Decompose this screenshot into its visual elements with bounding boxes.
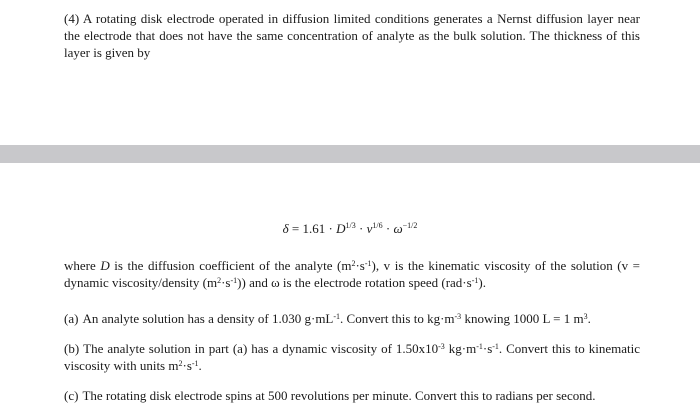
nernst-layer-equation (0, 221, 700, 237)
part-c-label: (c) (64, 388, 79, 403)
text-run: . Convert this to kinematic viscosity with units m (64, 341, 640, 373)
text-run: . (587, 311, 591, 326)
text-run: ), v is the kinematic viscosity of the solution (v = dynamic viscosity/density (m (64, 258, 640, 290)
superscript: 2 (351, 259, 356, 268)
superscript: -3 (438, 342, 445, 351)
part-b (64, 340, 640, 374)
equation-omega: ω (393, 221, 403, 236)
text-run: The analyte solution in part (a) has a dynamic viscosity of 1.50x10 (83, 341, 439, 356)
text-run: where (64, 258, 101, 273)
equation-dot: · (325, 221, 337, 236)
equation-D-exponent: 1/3 (345, 221, 356, 230)
equation-coefficient: 1.61 (302, 221, 326, 236)
superscript: -1 (492, 342, 499, 351)
text-run: )) and ω is the electrode rotation speed (rad·s (237, 275, 472, 290)
equation-dot: · (355, 221, 367, 236)
superscript: 2 (178, 359, 183, 368)
superscript: -1 (476, 342, 483, 351)
part-c (64, 387, 640, 404)
text-run: is the diffusion coefficient of the analyte (m (109, 258, 352, 273)
question-number: (4) (64, 11, 80, 26)
text-run: ·s (182, 358, 192, 373)
text-run: kg·m (444, 341, 477, 356)
equation-omega-exponent: −1/2 (402, 221, 418, 230)
text-run: ·s (482, 341, 493, 356)
equation-nu: ν (366, 221, 373, 236)
superscript: -1 (471, 276, 479, 285)
question-intro (64, 10, 640, 61)
equation-nu-exponent: 1/6 (372, 221, 383, 230)
superscript: 3 (583, 312, 588, 321)
part-c-text: The rotating disk electrode spins at 500 revolutions per minute. Convert this to radians per second. (82, 388, 596, 403)
text-run: . (198, 358, 202, 373)
superscript: -1 (230, 276, 238, 285)
part-a-label: (a) (64, 311, 79, 326)
superscript: 2 (217, 276, 222, 285)
equation-equals: = (288, 221, 303, 236)
text-run: ). (478, 275, 486, 290)
text-run: ·s (355, 258, 365, 273)
text-run: . Convert this to kg·m (340, 311, 455, 326)
part-a (64, 310, 640, 327)
part-b-label: (b) (64, 341, 80, 356)
superscript: -1 (333, 312, 341, 321)
question-intro-text: A rotating disk electrode operated in diffusion limited conditions generates a Nernst diffusion layer near the electrode that does not have the same concentration of analyte as the bulk solution. The thickness of this layer is given by (64, 11, 640, 60)
equation-dot: · (382, 221, 394, 236)
text-run: ·s (221, 275, 231, 290)
superscript: -1 (191, 359, 199, 368)
variable-definitions (64, 257, 640, 291)
equation-delta: δ (282, 221, 289, 236)
section-divider-band (0, 145, 700, 163)
text-run: An analyte solution has a density of 1.030 g·mL (82, 311, 334, 326)
text-run-italic: D (100, 258, 110, 273)
superscript: -1 (364, 259, 372, 268)
equation-D: D (336, 221, 346, 236)
superscript: -3 (454, 312, 462, 321)
text-run: knowing 1000 L = 1 m (461, 311, 584, 326)
